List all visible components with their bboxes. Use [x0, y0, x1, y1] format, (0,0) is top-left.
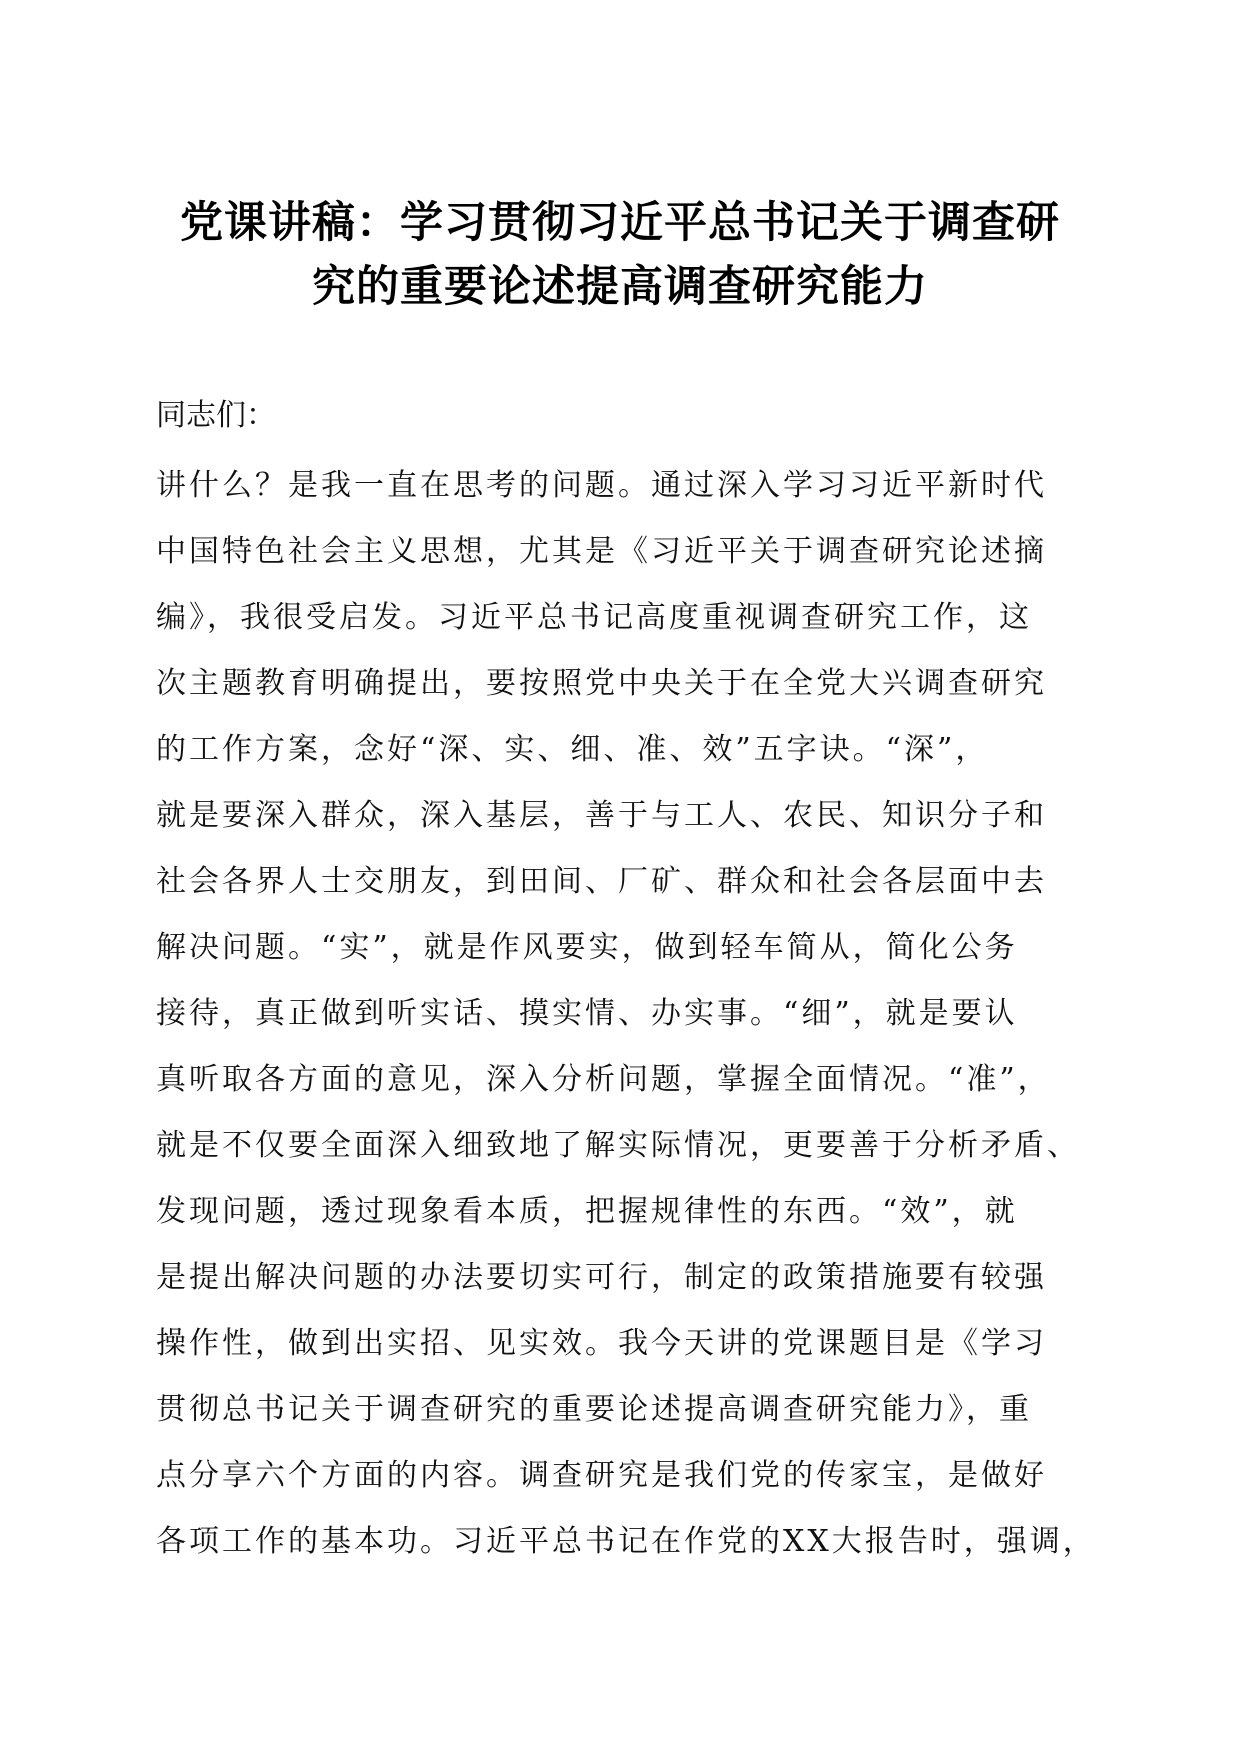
paragraph-line: 次主题教育明确提出，要按照党中央关于在全党大兴调查研究: [156, 666, 1047, 701]
paragraph-line: 就是要深入群众，深入基层，善于与工人、农民、知识分子和: [156, 798, 1047, 833]
title-line-1: 党课讲稿：学习贯彻习近平总书记关于调查研: [180, 198, 1060, 248]
paragraph-line: 贯彻总书记关于调查研究的重要论述提高调查研究能力》，重: [156, 1392, 1032, 1427]
paragraph-line: 操作性，做到出实招、见实效。我今天讲的党课题目是《学习: [156, 1326, 1047, 1361]
paragraph-line: 解决问题。“实”，就是作风要实，做到轻车简从，简化公务: [156, 930, 1018, 965]
paragraph-line: 讲什么？是我一直在思考的问题。通过深入学习习近平新时代: [156, 468, 1047, 503]
paragraph-line: 发现问题，透过现象看本质，把握规律性的东西。“效”，就: [156, 1194, 1018, 1229]
paragraph-line: 就是不仅要全面深入细致地了解实际情况，更要善于分析矛盾、: [156, 1128, 1080, 1163]
paragraph-line: 编》，我很受启发。习近平总书记高度重视调查研究工作，这: [156, 600, 1032, 635]
body-paragraph: [156, 453, 1116, 1575]
title-line-2: 究的重要论述提高调查研究能力: [312, 262, 928, 312]
salutation: 同志们：: [156, 398, 276, 433]
paragraph-line: 接待，真正做到听实话、摸实情、办实事。“细”，就是要认: [156, 996, 1018, 1031]
paragraph-line: 中国特色社会主义思想，尤其是《习近平关于调查研究论述摘: [156, 534, 1047, 569]
paragraph-line: 的工作方案，念好“深、实、细、准、效”五字诀。“深”，: [156, 732, 989, 767]
paragraph-line: 社会各界人士交朋友，到田间、厂矿、群众和社会各层面中去: [156, 864, 1047, 899]
paragraph-line: 各项工作的基本功。习近平总书记在作党的XX大报告时，强调，: [156, 1524, 1096, 1559]
paragraph-line: 真听取各方面的意见，深入分析问题，掌握全面情况。“准”，: [156, 1062, 1051, 1097]
paragraph-line: 点分享六个方面的内容。调查研究是我们党的传家宝，是做好: [156, 1458, 1047, 1493]
paragraph-line: 是提出解决问题的办法要切实可行，制定的政策措施要有较强: [156, 1260, 1047, 1295]
